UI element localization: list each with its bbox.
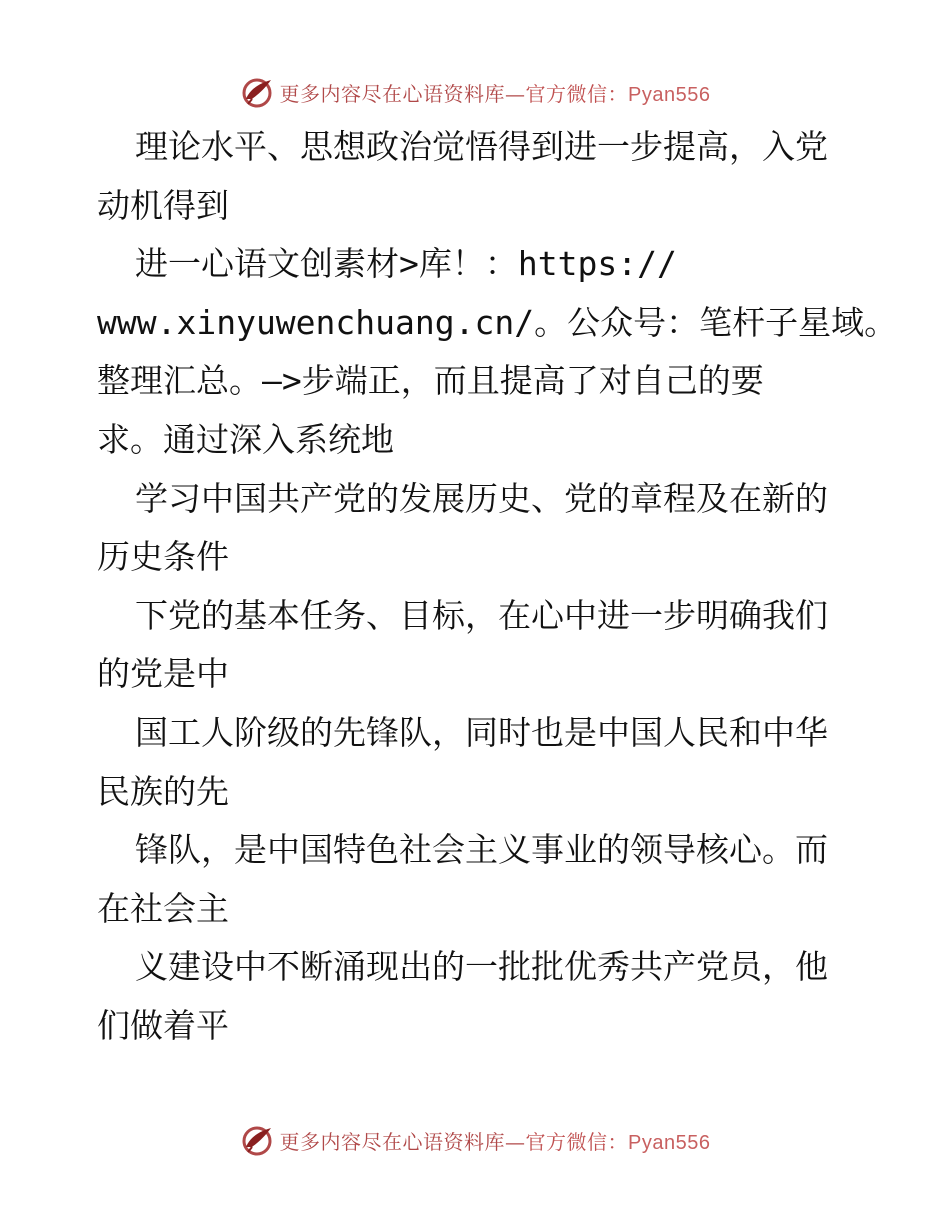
text-line: 理论水平、思想政治觉悟得到进一步提高，入党 [135, 127, 828, 166]
header-separator: — [505, 81, 526, 106]
text-line: www.xinyuwenchuang.cn/。公众号：笔杆子星域。 [97, 302, 898, 342]
text-line: 进一心语文创素材>库！：https:// [135, 244, 677, 284]
text-line: 学习中国共产党的发展历史、党的章程及在新的 [135, 478, 828, 518]
text-line: 在社会主 [97, 888, 229, 928]
text-line: 们做着平 [97, 1005, 229, 1045]
footer-wechat-label: 官方微信： [525, 1129, 629, 1154]
text-line: 历史条件 [97, 537, 229, 577]
text-line: 的党是中 [97, 654, 229, 694]
text-line: 民族的先 [97, 771, 229, 811]
footer-text [280, 1126, 711, 1155]
header-banner [0, 72, 950, 112]
header-brand: 更多内容尽在心语资料库 [279, 81, 506, 106]
text-line: 国工人阶级的先锋队，同时也是中国人民和中华 [135, 712, 828, 752]
document-body [97, 118, 898, 1056]
header-text [280, 78, 711, 107]
text-line: 求。通过深入系统地 [97, 419, 394, 459]
text-line: 下党的基本任务、目标，在心中进一步明确我们 [135, 595, 828, 635]
text-line: 整理汇总。—>步端正，而且提高了对自己的要 [97, 361, 764, 401]
footer-wechat-id: Pyan556 [628, 1131, 711, 1154]
footer-banner [0, 1120, 950, 1160]
pen-nib-circle-icon [240, 75, 274, 109]
text-line: 动机得到 [97, 185, 229, 225]
header-wechat-label: 官方微信： [525, 81, 629, 106]
header-wechat-id: Pyan556 [628, 83, 711, 106]
footer-separator: — [505, 1129, 526, 1154]
text-line: 义建设中不断涌现出的一批批优秀共产党员，他 [135, 947, 828, 987]
pen-nib-circle-icon [240, 1123, 274, 1157]
text-line: 锋队，是中国特色社会主义事业的领导核心。而 [135, 830, 828, 870]
footer-brand: 更多内容尽在心语资料库 [279, 1129, 506, 1154]
